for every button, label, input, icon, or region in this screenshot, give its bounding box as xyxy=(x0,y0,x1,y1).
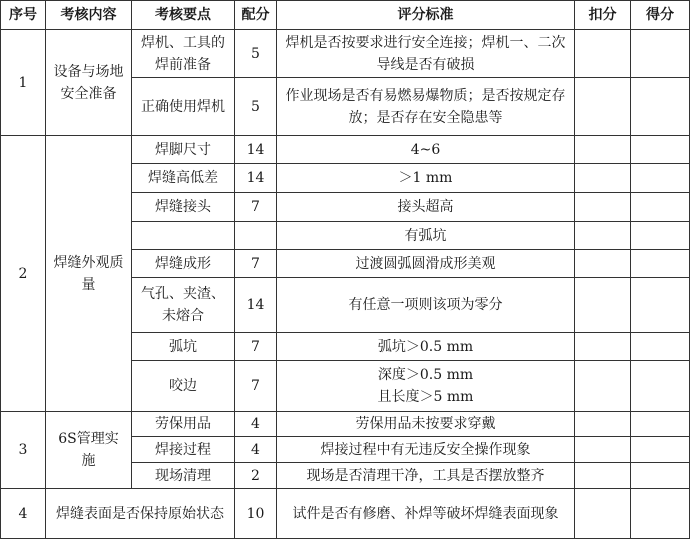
seq-cell: 2 xyxy=(1,136,46,412)
standard-cell: 有任意一项则该项为零分 xyxy=(277,278,575,333)
standard-cell: 作业现场是否有易燃易爆物质；是否按规定存放；是否存在安全隐患等 xyxy=(277,78,575,136)
score-cell: 7 xyxy=(235,361,277,412)
earned-cell[interactable] xyxy=(631,489,690,539)
score-cell: 5 xyxy=(235,78,277,136)
score-cell: 7 xyxy=(235,193,277,222)
earned-cell[interactable] xyxy=(631,278,690,333)
score-cell: 7 xyxy=(235,333,277,361)
earned-cell[interactable] xyxy=(631,164,690,193)
point-cell: 咬边 xyxy=(132,361,235,412)
content-cell: 设备与场地安全准备 xyxy=(46,30,132,136)
earned-cell[interactable] xyxy=(631,333,690,361)
point-cell: 现场清理 xyxy=(132,463,235,489)
point-cell: 焊缝接头 xyxy=(132,193,235,222)
earned-cell[interactable] xyxy=(631,136,690,164)
standard-cell: 过渡圆弧圆滑成形美观 xyxy=(277,250,575,278)
standard-cell: 接头超高 xyxy=(277,193,575,222)
standard-line: 深度＞0.5 mm xyxy=(377,367,474,383)
earned-cell[interactable] xyxy=(631,30,690,78)
deduct-cell[interactable] xyxy=(575,463,631,489)
standard-cell: 劳保用品未按要求穿戴 xyxy=(277,412,575,437)
score-cell: 4 xyxy=(235,412,277,437)
seq-cell: 1 xyxy=(1,30,46,136)
content-cell: 焊缝外观质量 xyxy=(46,136,132,412)
standard-cell: 4~6 xyxy=(277,136,575,164)
earned-cell[interactable] xyxy=(631,412,690,437)
deduct-cell[interactable] xyxy=(575,136,631,164)
point-cell: 劳保用品 xyxy=(132,412,235,437)
score-cell: 2 xyxy=(235,463,277,489)
header-row xyxy=(1,1,690,30)
deduct-cell[interactable] xyxy=(575,30,631,78)
score-cell: 4 xyxy=(235,437,277,463)
score-cell: 14 xyxy=(235,164,277,193)
point-cell: 气孔、夹渣、未熔合 xyxy=(132,278,235,333)
earned-cell[interactable] xyxy=(631,222,690,250)
standard-cell: 焊机是否按要求进行安全连接；焊机一、二次导线是否有破损 xyxy=(277,30,575,78)
point-cell: 正确使用焊机 xyxy=(132,78,235,136)
header-earned: 得分 xyxy=(631,1,690,30)
standard-line: 且长度＞5 mm xyxy=(377,389,474,405)
table-row xyxy=(1,136,690,164)
point-cell: 焊缝成形 xyxy=(132,250,235,278)
table-row xyxy=(1,30,690,78)
standard-cell: 弧坑＞0.5 mm xyxy=(277,333,575,361)
point-cell: 焊机、工具的焊前准备 xyxy=(132,30,235,78)
earned-cell[interactable] xyxy=(631,78,690,136)
deduct-cell[interactable] xyxy=(575,278,631,333)
deduct-cell[interactable] xyxy=(575,361,631,412)
standard-cell xyxy=(277,361,575,412)
score-cell: 14 xyxy=(235,136,277,164)
earned-cell[interactable] xyxy=(631,250,690,278)
content-cell: 6S管理实施 xyxy=(46,412,132,489)
deduct-cell[interactable] xyxy=(575,78,631,136)
deduct-cell[interactable] xyxy=(575,250,631,278)
seq-cell: 3 xyxy=(1,412,46,489)
standard-cell: 有弧坑 xyxy=(277,222,575,250)
earned-cell[interactable] xyxy=(631,193,690,222)
header-standard: 评分标准 xyxy=(277,1,575,30)
score-cell xyxy=(235,222,277,250)
header-point: 考核要点 xyxy=(132,1,235,30)
deduct-cell[interactable] xyxy=(575,222,631,250)
deduct-cell[interactable] xyxy=(575,333,631,361)
score-cell: 14 xyxy=(235,278,277,333)
deduct-cell[interactable] xyxy=(575,437,631,463)
point-cell: 焊接过程 xyxy=(132,437,235,463)
point-cell: 焊缝高低差 xyxy=(132,164,235,193)
score-cell: 10 xyxy=(235,489,277,539)
header-seq: 序号 xyxy=(1,1,46,30)
standard-cell: 试件是否有修磨、补焊等破坏焊缝表面现象 xyxy=(277,489,575,539)
deduct-cell[interactable] xyxy=(575,412,631,437)
score-cell: 5 xyxy=(235,30,277,78)
deduct-cell[interactable] xyxy=(575,164,631,193)
deduct-cell[interactable] xyxy=(575,489,631,539)
header-deduct: 扣分 xyxy=(575,1,631,30)
header-content: 考核内容 xyxy=(46,1,132,30)
point-cell xyxy=(132,222,235,250)
score-cell: 7 xyxy=(235,250,277,278)
point-cell: 弧坑 xyxy=(132,333,235,361)
table-row xyxy=(1,489,690,539)
header-score: 配分 xyxy=(235,1,277,30)
standard-cell: 现场是否清理干净，工具是否摆放整齐 xyxy=(277,463,575,489)
table-row xyxy=(1,412,690,437)
standard-cell: 焊接过程中有无违反安全操作现象 xyxy=(277,437,575,463)
point-cell: 焊脚尺寸 xyxy=(132,136,235,164)
seq-cell: 4 xyxy=(1,489,46,539)
earned-cell[interactable] xyxy=(631,463,690,489)
content-cell: 焊缝表面是否保持原始状态 xyxy=(46,489,235,539)
earned-cell[interactable] xyxy=(631,437,690,463)
standard-cell: ＞1 mm xyxy=(277,164,575,193)
earned-cell[interactable] xyxy=(631,361,690,412)
deduct-cell[interactable] xyxy=(575,193,631,222)
